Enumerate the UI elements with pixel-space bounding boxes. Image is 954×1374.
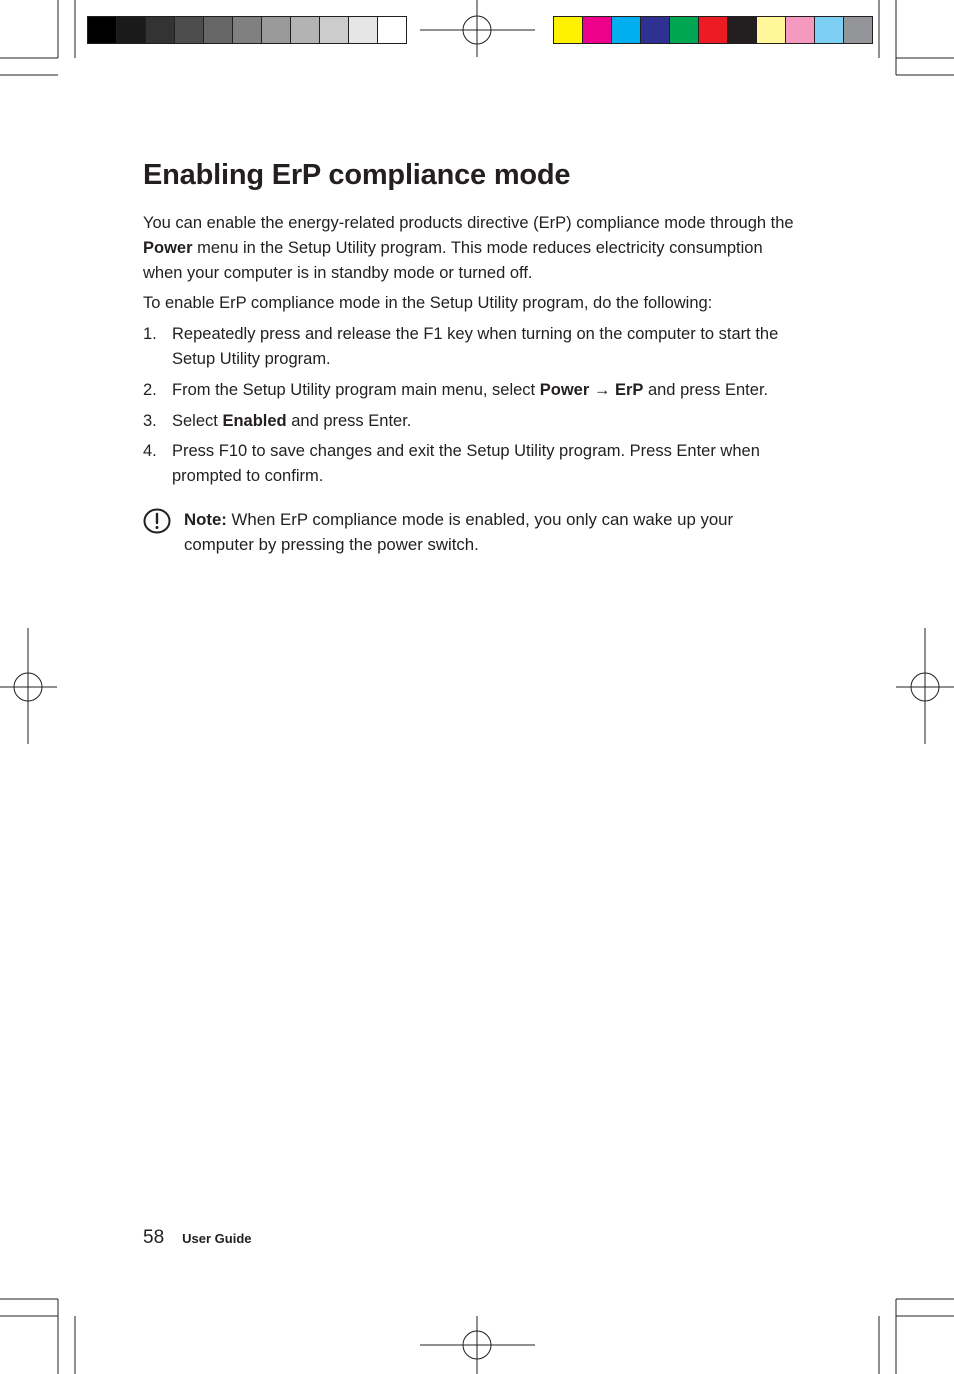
step-text-part: and press Enter. (643, 380, 769, 399)
color-swatch (262, 17, 291, 43)
color-swatch (320, 17, 349, 43)
intro-paragraph (143, 211, 803, 285)
step-number: 1. (143, 325, 157, 344)
step-text (172, 378, 803, 403)
color-swatch (233, 17, 262, 43)
power-menu-term: Power (539, 380, 590, 399)
registration-mark-left (0, 628, 57, 744)
color-swatch (670, 17, 699, 43)
page-number: 58 (143, 1227, 165, 1248)
step-text-part: Select (172, 411, 223, 430)
steps-list (143, 322, 803, 489)
color-swatch (757, 17, 786, 43)
registration-mark-bottom (420, 1316, 535, 1374)
step-text-part: and press Enter. (286, 411, 412, 430)
color-swatch (554, 17, 583, 43)
color-swatch (117, 17, 146, 43)
registration-mark-top (420, 0, 535, 57)
color-swatch (728, 17, 757, 43)
grayscale-calibration-bar (87, 16, 407, 44)
note-text (184, 507, 803, 557)
color-swatch (88, 17, 117, 43)
step-number: 3. (143, 411, 157, 430)
color-swatch (641, 17, 670, 43)
list-item (143, 409, 803, 434)
color-swatch (815, 17, 844, 43)
color-swatch (175, 17, 204, 43)
intro-text: You can enable the energy-related products directive (ErP) compliance mode through the (143, 214, 794, 232)
step-text-part: From the Setup Utility program main menu, select (172, 380, 540, 399)
page-content (143, 155, 803, 557)
color-swatch (204, 17, 233, 43)
list-item (143, 439, 803, 489)
footer-title: User Guide (182, 1231, 252, 1246)
color-swatch (349, 17, 378, 43)
color-swatch (844, 17, 872, 43)
list-item (143, 322, 803, 372)
step-text: Press F10 to save changes and exit the Setup Utility program. Press Enter when prompted to confirm. (172, 442, 760, 486)
color-swatch (378, 17, 406, 43)
color-swatch (146, 17, 175, 43)
erp-menu-term: ErP (614, 380, 644, 399)
color-swatch (699, 17, 728, 43)
step-text: Repeatedly press and release the F1 key when turning on the computer to start the Setup Utility program. (172, 325, 779, 368)
color-swatch (583, 17, 612, 43)
enabled-option-term: Enabled (222, 411, 287, 430)
color-swatch (291, 17, 320, 43)
color-swatch (612, 17, 641, 43)
registration-mark-right (896, 628, 954, 744)
step-number: 4. (143, 442, 157, 461)
arrow-separator: → (589, 380, 615, 399)
intro-text-continued: menu in the Setup Utility program. This mode reduces electricity consumption when your computer is in standby mode or turned off. (143, 238, 763, 282)
power-menu-term: Power (143, 238, 193, 257)
step-number: 2. (143, 380, 157, 399)
color-swatch (786, 17, 815, 43)
note-label: Note: (184, 509, 227, 529)
exclamation-icon (143, 507, 184, 539)
page-title: Enabling ErP compliance mode (143, 159, 571, 191)
color-calibration-bar (553, 16, 873, 44)
list-item (143, 378, 803, 403)
lead-paragraph: To enable ErP compliance mode in the Setup Utility program, do the following: (143, 294, 713, 313)
note-body: When ErP compliance mode is enabled, you only can wake up your computer by pressing the power switch. (184, 509, 734, 554)
page-footer (143, 1227, 252, 1249)
step-text (172, 409, 803, 434)
note-box (143, 507, 803, 557)
